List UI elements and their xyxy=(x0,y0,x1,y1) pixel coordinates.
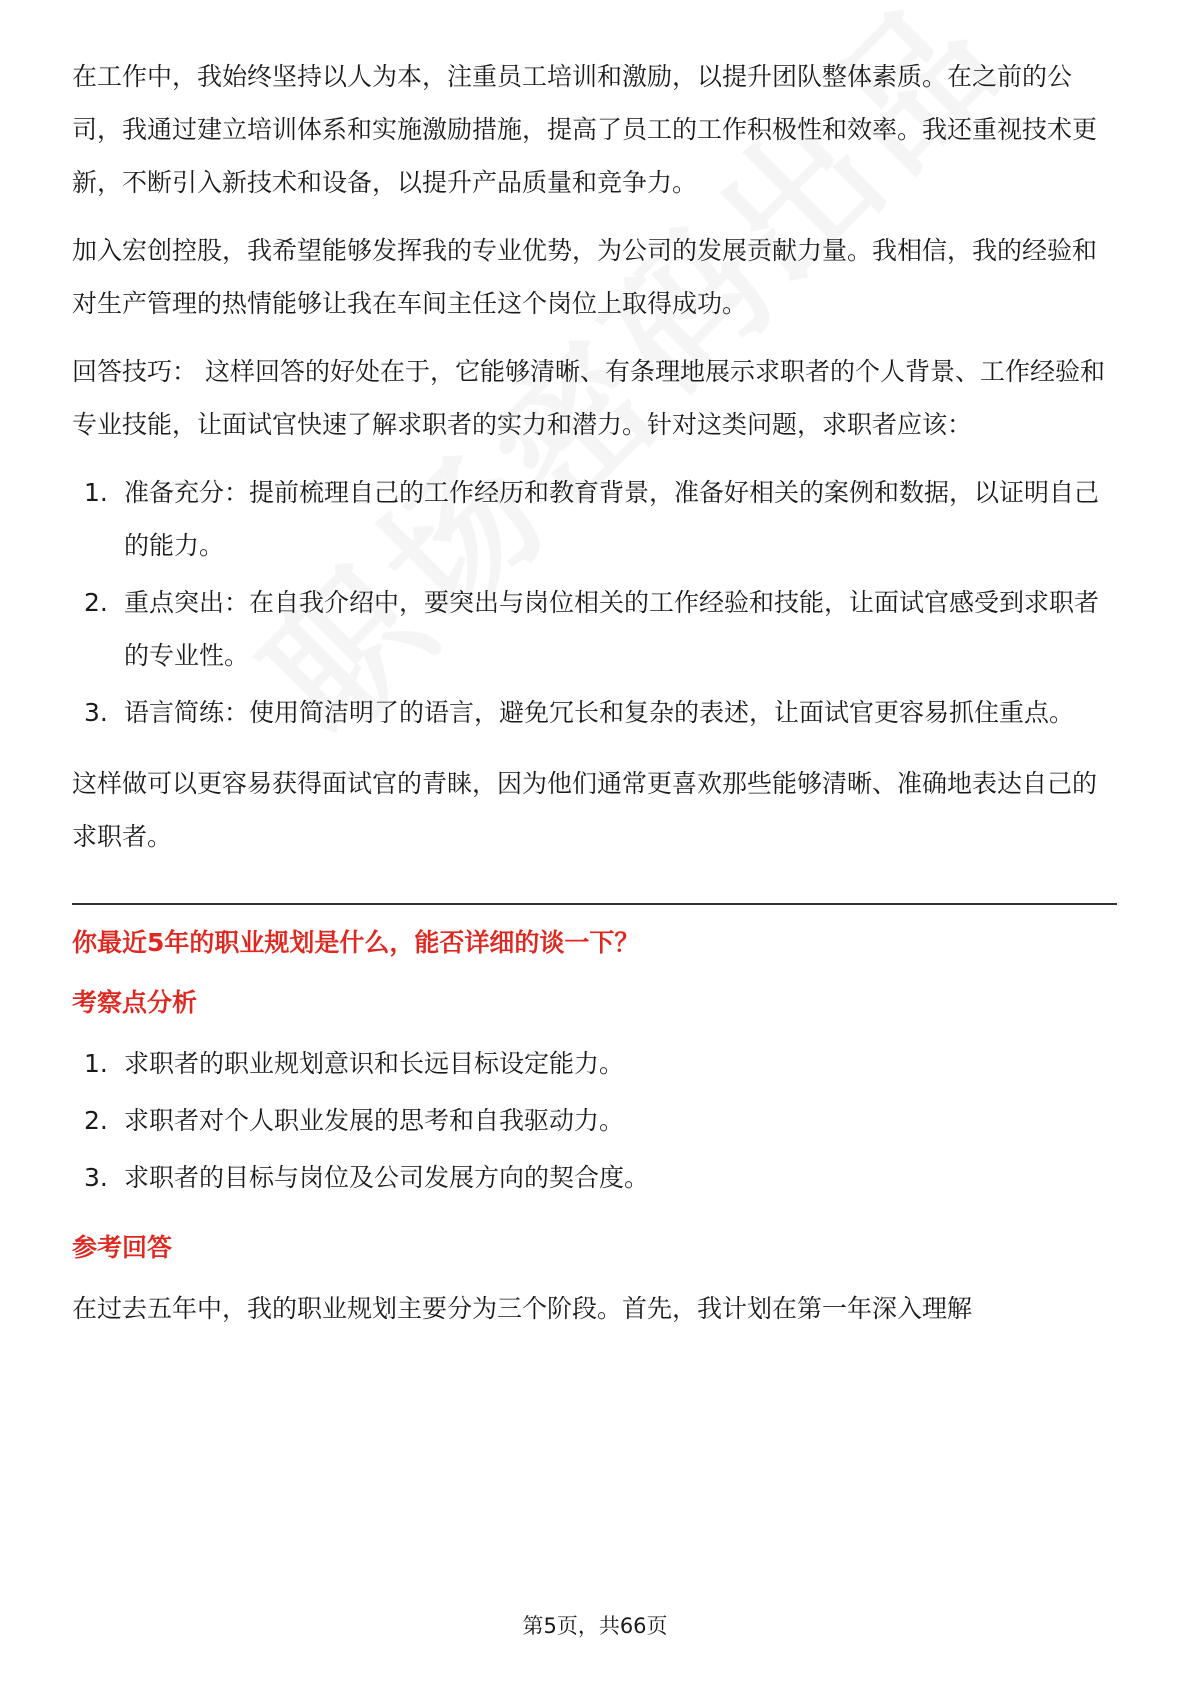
page-footer: 第5页，共66页 xyxy=(522,1614,668,1638)
list-number: 2. xyxy=(84,1106,108,1135)
list-item-text: 求职者对个人职业发展的思考和自我驱动力。 xyxy=(124,1106,625,1135)
answer-tip-paragraph: 回答技巧： 这样回答的好处在于，它能够清晰、有条理地展示求职者的个人背景、工作经验和专业技能，让面试官快速了解求职者的实力和潜力。针对这类问题，求职者应该： xyxy=(72,357,1105,439)
list-item-text: 语言简练：使用简洁明了的语言，避免冗长和复杂的表述，让面试官更容易抓住重点。 xyxy=(124,698,1075,727)
list-item xyxy=(72,466,1117,572)
closing-paragraph: 这样做可以更容易获得面试官的青睐，因为他们通常更喜欢那些能够清晰、准确地表达自己的求职者。 xyxy=(72,769,1098,851)
list-number: 3. xyxy=(84,1163,108,1192)
list-item-text: 求职者的目标与岗位及公司发展方向的契合度。 xyxy=(124,1163,650,1192)
question-heading: 你最近5年的职业规划是什么，能否详细的谈一下？ xyxy=(72,928,640,957)
analysis-list xyxy=(72,1037,1117,1204)
list-item xyxy=(72,1094,1117,1147)
tips-list xyxy=(72,466,1117,739)
list-item xyxy=(72,1037,1117,1090)
list-item-text: 准备充分：提前梳理自己的工作经历和教育背景，准备好相关的案例和数据，以证明自己的能力。 xyxy=(124,478,1100,560)
list-number: 1. xyxy=(84,478,108,507)
page-content xyxy=(72,50,1117,1350)
list-item xyxy=(72,1151,1117,1204)
paragraph: 加入宏创控股，我希望能够发挥我的专业优势，为公司的发展贡献力量。我相信，我的经验和对生产管理的热情能够让我在车间主任这个岗位上取得成功。 xyxy=(72,236,1098,318)
list-item xyxy=(72,686,1117,739)
list-item-text: 求职者的职业规划意识和长远目标设定能力。 xyxy=(124,1049,625,1078)
analysis-heading: 考察点分析 xyxy=(72,988,198,1017)
list-number: 3. xyxy=(84,698,108,727)
reference-answer-paragraph: 在过去五年中，我的职业规划主要分为三个阶段。首先，我计划在第一年深入理解 xyxy=(72,1294,973,1323)
section-divider xyxy=(72,903,1117,905)
paragraph: 在工作中，我始终坚持以人为本，注重员工培训和激励，以提升团队整体素质。在之前的公司，我通过建立培训体系和实施激励措施，提高了员工的工作积极性和效率。我还重视技术更新，不断引入新技术和设备，以提升产品质量和竞争力。 xyxy=(72,62,1098,197)
list-item-text: 重点突出：在自我介绍中，要突出与岗位相关的工作经验和技能，让面试官感受到求职者的专业性。 xyxy=(124,588,1100,670)
list-number: 2. xyxy=(84,588,108,617)
reference-heading: 参考回答 xyxy=(72,1233,173,1262)
list-number: 1. xyxy=(84,1049,108,1078)
list-item xyxy=(72,576,1117,682)
